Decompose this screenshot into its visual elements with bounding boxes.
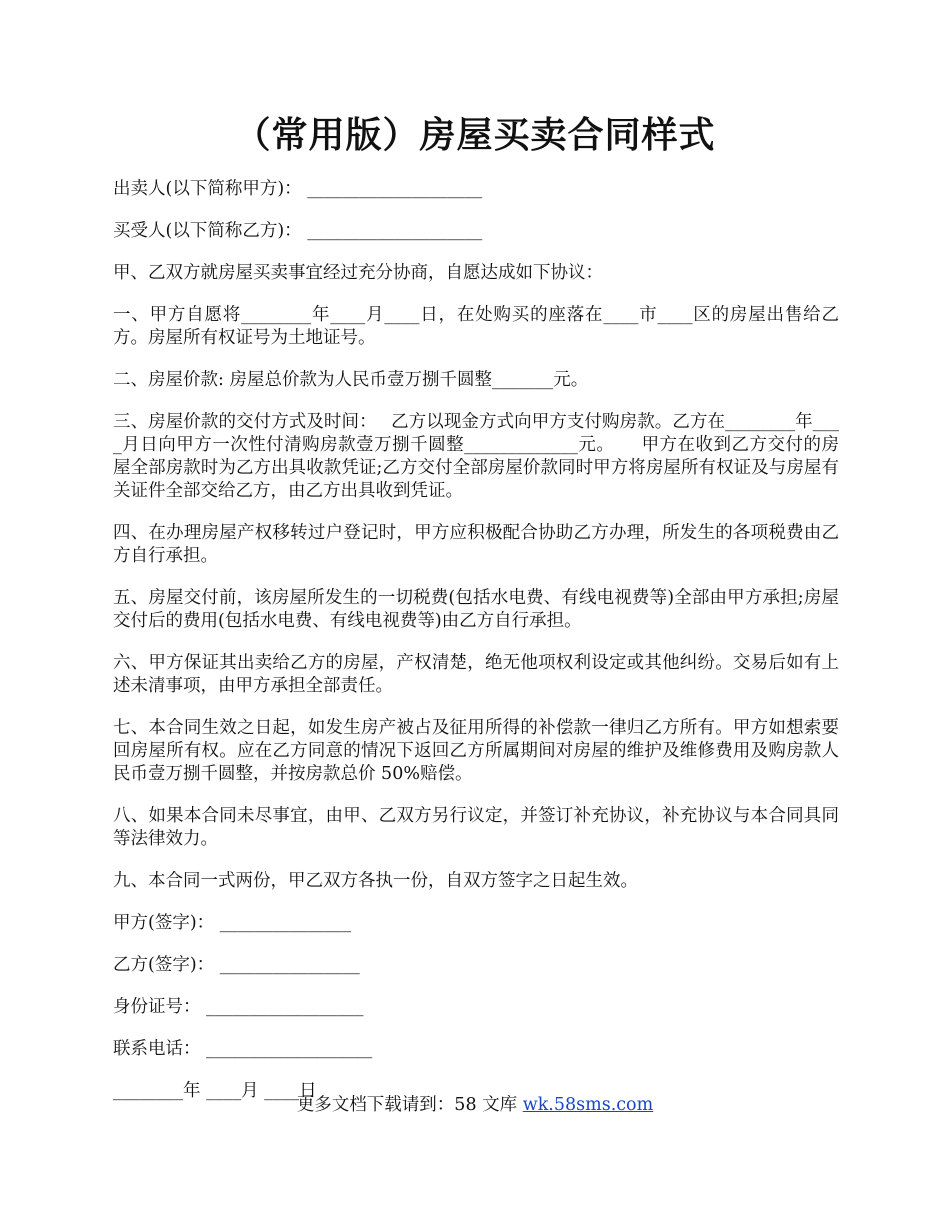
phone-line: 联系电话： ___________________ xyxy=(113,1039,373,1059)
clause-4: 四、在办理房屋产权移转过户登记时，甲方应积极配合协助乙方办理，所发生的各项税费由乙方自行承担。 xyxy=(113,523,839,566)
footer-link[interactable]: wk.58sms.com xyxy=(522,1095,654,1115)
party-b-signature: 乙方(签字)： ________________ xyxy=(113,955,360,975)
document-body xyxy=(113,178,839,1122)
clause-5: 五、房屋交付前，该房屋所发生的一切税费(包括水电费、有线电视费等)全部由甲方承担;房屋交付后的费用(包括水电费、有线电视费等)由乙方自行承担。 xyxy=(113,588,839,631)
footer xyxy=(0,1093,950,1117)
clause-2: 二、房屋价款: 房屋总价款为人民币壹万捌千圆整_______元。 xyxy=(113,370,589,390)
id-number-line: 身份证号： __________________ xyxy=(113,997,364,1017)
clause-1: 一、甲方自愿将________年____月____日，在处购买的座落在____市____区的房屋出售给乙方。房屋所有权证号为土地证号。 xyxy=(113,305,839,348)
seller-line: 出卖人(以下简称甲方)： ____________________ xyxy=(113,179,483,199)
agreement-intro: 甲、乙双方就房屋买卖事宜经过充分协商，自愿达成如下协议： xyxy=(113,263,603,283)
clause-3: 三、房屋价款的交付方式及时间： 乙方以现金方式向甲方支付购房款。乙方在________年____月日向甲方一次性付清购房款壹万捌千圆整_____________元。 甲方在收到乙方交付的房屋全部房款时为乙方出具收款凭证;乙方交付全部房屋价款同时甲方将房屋所有权证及与房屋有关证件全部交给乙方，由乙方出具收到凭证。 xyxy=(113,412,839,501)
footer-text: 更多文档下载请到：58 文库 xyxy=(296,1095,523,1115)
document-title: （常用版）房屋买卖合同样式 xyxy=(234,114,716,156)
date-line: ________年 ____月 ____日 xyxy=(113,1081,317,1101)
clause-9: 九、本合同一式两份，甲乙双方各执一份，自双方签字之日起生效。 xyxy=(113,871,638,891)
clause-8: 八、如果本合同未尽事宜，由甲、乙双方另行议定，并签订补充协议，补充协议与本合同具同等法律效力。 xyxy=(113,806,839,849)
buyer-line: 买受人(以下简称乙方)： ____________________ xyxy=(113,221,483,241)
party-a-signature: 甲方(签字)： _______________ xyxy=(113,913,351,933)
clause-7: 七、本合同生效之日起，如发生房产被占及征用所得的补偿款一律归乙方所有。甲方如想索要回房屋所有权。应在乙方同意的情况下返回乙方所属期间对房屋的维护及维修费用及购房款人民币壹万捌千圆整，并按房款总价 50%赔偿。 xyxy=(113,718,839,784)
clause-6: 六、甲方保证其出卖给乙方的房屋，产权清楚，绝无他项权利设定或其他纠纷。交易后如有上述未清事项，由甲方承担全部责任。 xyxy=(113,653,839,696)
